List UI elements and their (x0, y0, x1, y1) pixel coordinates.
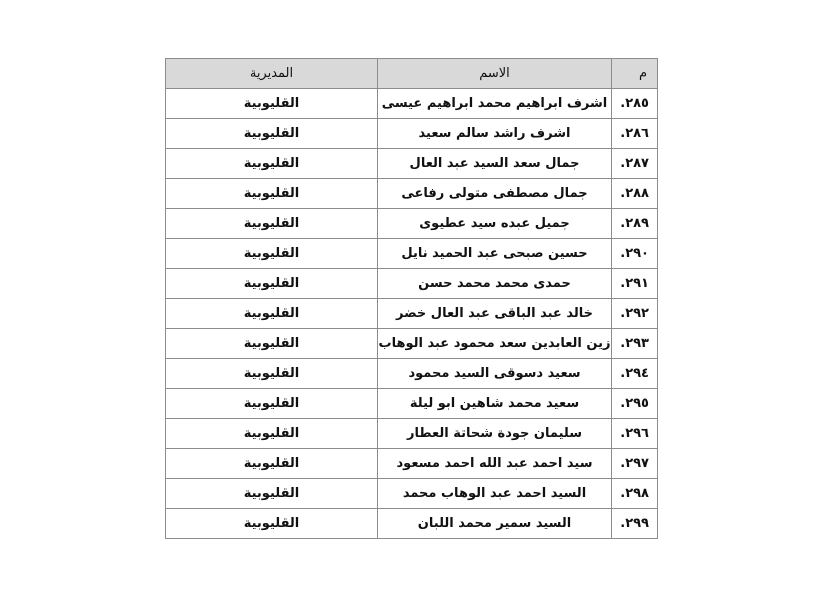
table-row (166, 509, 658, 539)
row-directorate: القليوبية (166, 359, 378, 389)
row-name: السيد احمد عبد الوهاب محمد (378, 479, 612, 509)
row-number: ٢٩٤. (612, 359, 658, 389)
header-directorate: المديرية (166, 59, 378, 89)
row-directorate: القليوبية (166, 179, 378, 209)
row-number: ٢٩١. (612, 269, 658, 299)
row-name: جمال سعد السيد عبد العال (378, 149, 612, 179)
row-directorate: القليوبية (166, 269, 378, 299)
table-row (166, 419, 658, 449)
row-number: ٢٩٩. (612, 509, 658, 539)
table-row (166, 329, 658, 359)
row-directorate: القليوبية (166, 209, 378, 239)
row-directorate: القليوبية (166, 329, 378, 359)
table-row (166, 359, 658, 389)
row-name: حسين صبحى عبد الحميد نايل (378, 239, 612, 269)
table-row (166, 149, 658, 179)
table-row (166, 269, 658, 299)
row-number: ٢٨٨. (612, 179, 658, 209)
row-directorate: القليوبية (166, 89, 378, 119)
row-name: جمال مصطفى متولى رفاعى (378, 179, 612, 209)
row-name: جميل عبده سيد عطيوى (378, 209, 612, 239)
row-directorate: القليوبية (166, 239, 378, 269)
row-directorate: القليوبية (166, 299, 378, 329)
table-row (166, 209, 658, 239)
row-number: ٢٩٥. (612, 389, 658, 419)
row-directorate: القليوبية (166, 149, 378, 179)
row-name: سعيد دسوقى السيد محمود (378, 359, 612, 389)
row-name: السيد سمير محمد اللبان (378, 509, 612, 539)
row-number: ٢٨٥. (612, 89, 658, 119)
row-directorate: القليوبية (166, 419, 378, 449)
row-number: ٢٩٨. (612, 479, 658, 509)
row-number: ٢٩٧. (612, 449, 658, 479)
header-name: الاسم (378, 59, 612, 89)
row-name: سعيد محمد شاهين ابو ليلة (378, 389, 612, 419)
table-row (166, 449, 658, 479)
table-row (166, 179, 658, 209)
table-header-row (166, 59, 658, 89)
row-directorate: القليوبية (166, 389, 378, 419)
table-row (166, 299, 658, 329)
table-body (166, 89, 658, 539)
row-number: ٢٩٣. (612, 329, 658, 359)
row-name: خالد عبد الباقى عبد العال خضر (378, 299, 612, 329)
table-row (166, 89, 658, 119)
row-directorate: القليوبية (166, 509, 378, 539)
row-name: زين العابدين سعد محمود عبد الوهاب (378, 329, 612, 359)
table-row (166, 119, 658, 149)
row-directorate: القليوبية (166, 119, 378, 149)
row-number: ٢٨٧. (612, 149, 658, 179)
row-number: ٢٩٦. (612, 419, 658, 449)
row-directorate: القليوبية (166, 449, 378, 479)
row-name: اشرف ابراهيم محمد ابراهيم عيسى (378, 89, 612, 119)
table-row (166, 389, 658, 419)
table-row (166, 239, 658, 269)
row-name: سيد احمد عبد الله احمد مسعود (378, 449, 612, 479)
row-directorate: القليوبية (166, 479, 378, 509)
row-number: ٢٩٠. (612, 239, 658, 269)
names-table (165, 58, 658, 539)
row-name: حمدى محمد محمد حسن (378, 269, 612, 299)
row-name: سليمان جودة شحاتة العطار (378, 419, 612, 449)
row-number: ٢٩٢. (612, 299, 658, 329)
row-number: ٢٨٦. (612, 119, 658, 149)
row-name: اشرف راشد سالم سعيد (378, 119, 612, 149)
header-number: م (612, 59, 658, 89)
table-row (166, 479, 658, 509)
row-number: ٢٨٩. (612, 209, 658, 239)
